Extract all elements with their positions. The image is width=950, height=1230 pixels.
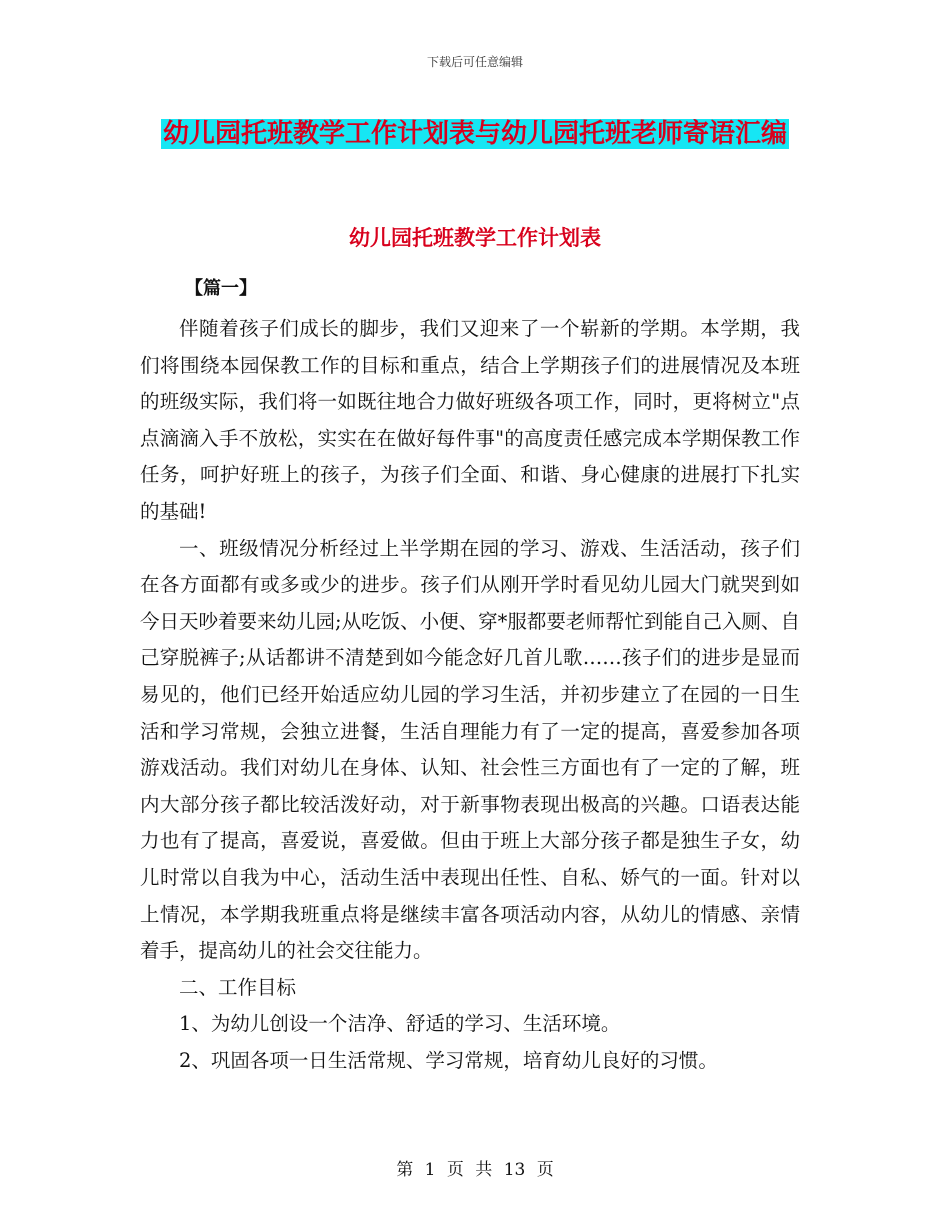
page-footer: 第 1 页 共 13 页	[396, 1160, 554, 1180]
section-title: 幼儿园托班教学工作计划表	[349, 226, 601, 250]
part-one-tag: 【篇一】	[185, 278, 257, 299]
paragraph-class-analysis: 一、班级情况分析经过上半学期在园的学习、游戏、生活活动，孩子们在各方面都有或多或少的进步。孩子们从刚开学时看见幼儿园大门就哭到如今日天吵着要来幼儿园;从吃饭、小便、穿*服都要老师帮忙到能自己入厕、自己穿脱裤子;从话都讲不清楚到如今能念好几首儿歌……孩子们的进步是显而易见的，他们已经开始适应幼儿园的学习生活，并初步建立了在园的一日生活和学习常规，会独立进餐，生活自理能力有了一定的提高，喜爱参加各项游戏活动。我们对幼儿在身体、认知、社会性三方面也有了一定的了解，班内大部分孩子都比较活泼好动，对于新事物表现出极高的兴趣。口语表达能力也有了提高，喜爱说，喜爱做。但由于班上大部分孩子都是独生子女，幼儿时常以自我为中心，活动生活中表现出任性、自私、娇气的一面。针对以上情况，本学期我班重点将是继续丰富各项活动内容，从幼儿的情感、亲情着手，提高幼儿的社会交往能力。	[140, 536, 800, 963]
document-body	[140, 311, 800, 1079]
header-note: 下载后可任意编辑	[426, 55, 523, 69]
paragraph-goal-1: 1、为幼儿创设一个洁净、舒适的学习、生活环境。	[179, 1012, 621, 1036]
document-main-title	[140, 112, 810, 156]
paragraph-intro: 伴随着孩子们成长的脚步，我们又迎来了一个崭新的学期。本学期，我们将围绕本园保教工作的目标和重点，结合上学期孩子们的进展情况及本班的班级实际，我们将一如既往地合力做好班级各项工作，同时，更将树立"点点滴滴入手不放松，实实在在做好每件事"的高度责任感完成本学期保教工作任务，呵护好班上的孩子，为孩子们全面、和谐、身心健康的进展打下扎实的基础!	[140, 317, 800, 523]
main-title-highlight: 幼儿园托班教学工作计划表与幼儿园托班老师寄语汇编	[162, 119, 787, 149]
paragraph-goal-2: 2、巩固各项一日生活常规、学习常规，培育幼儿良好的习惯。	[179, 1048, 718, 1072]
paragraph-goals-heading: 二、工作目标	[179, 975, 297, 999]
